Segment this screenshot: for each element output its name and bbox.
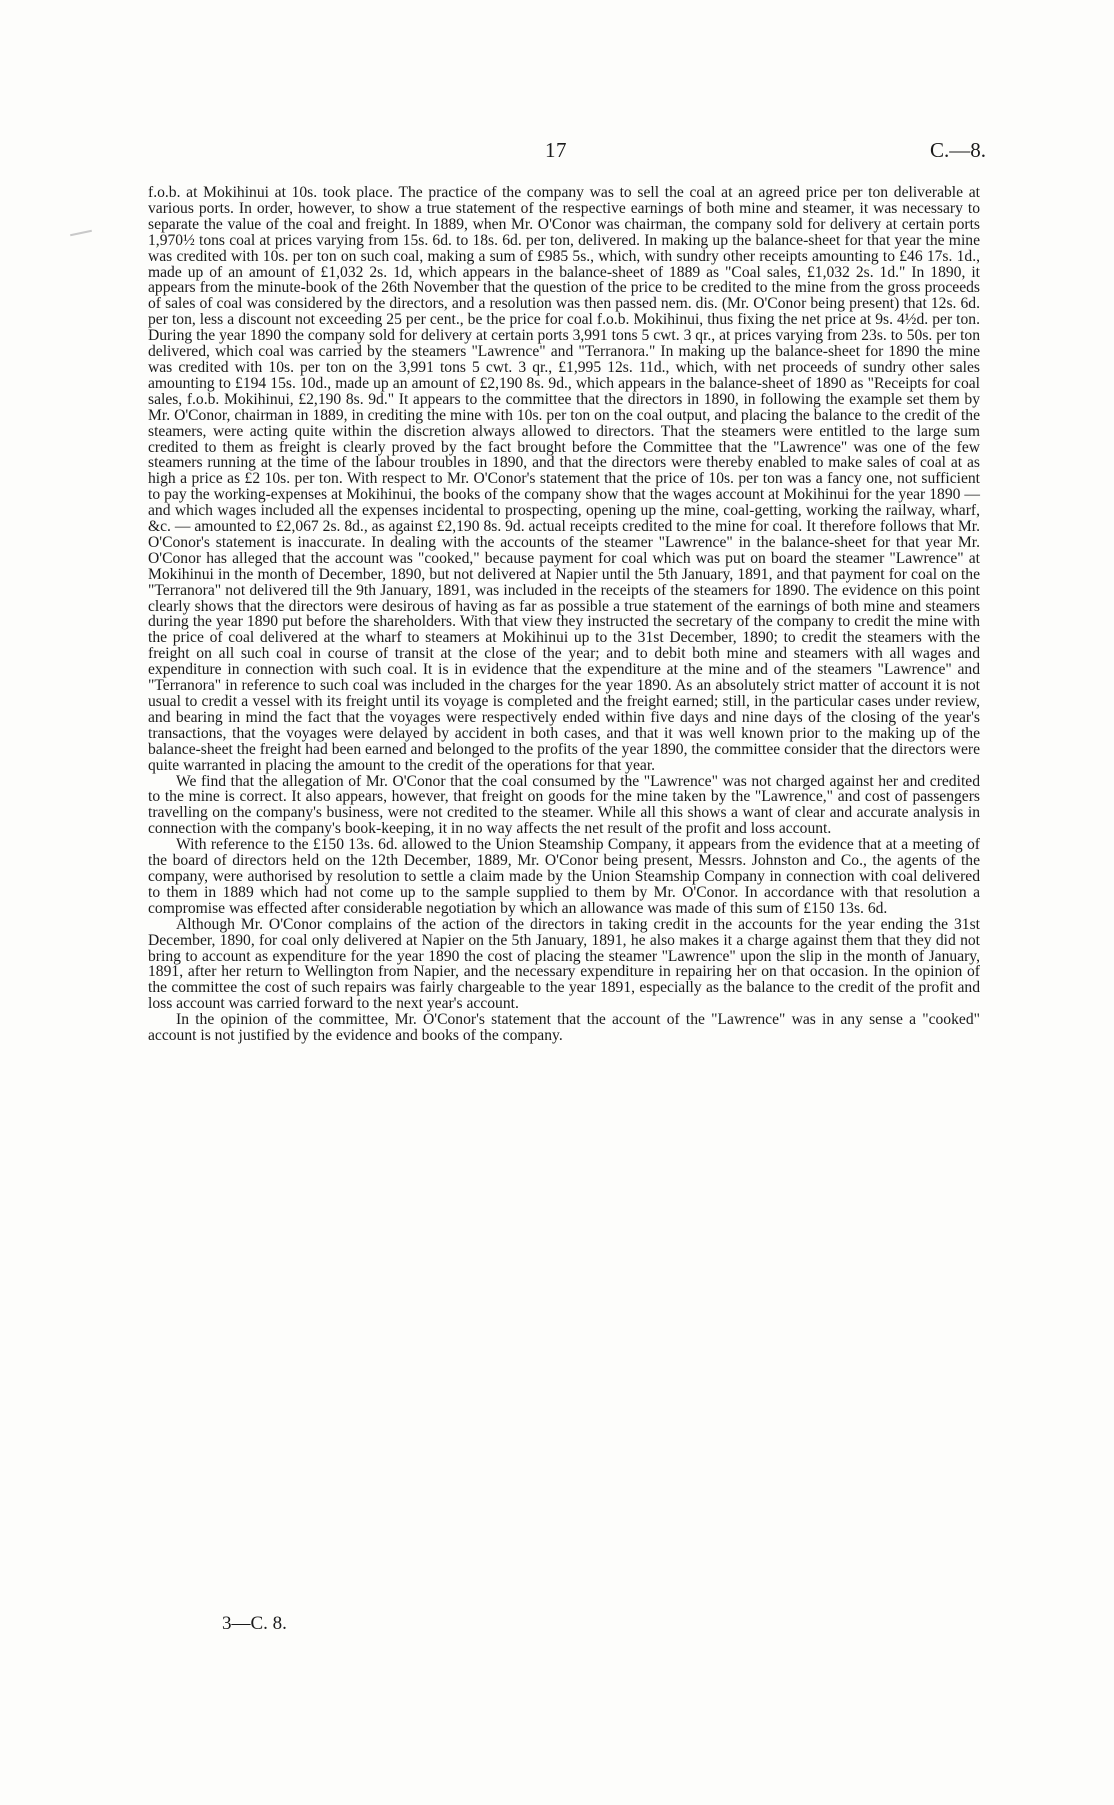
body-text bbox=[148, 185, 980, 1044]
sheet-signature: 3—C. 8. bbox=[222, 1613, 287, 1634]
page-header bbox=[0, 138, 1114, 168]
paragraph-2: We find that the allegation of Mr. O'Conor that the coal consumed by the "Lawrence" was not charged against her and credited to the mine is correct. It also appears, however, that freight on goods for the mine taken by the "Lawrence," and cost of passengers travelling on the company's business, were not credited to the steamer. While all this shows a want of clear and accurate analysis in connection with the company's book-keeping, it in no way affects the net result of the profit and loss account. bbox=[148, 772, 980, 838]
document-reference: C.—8. bbox=[930, 138, 987, 162]
paragraph-5: In the opinion of the committee, Mr. O'Conor's statement that the account of the "Lawrence" was in any sense a "cooked" account is not justified by the evidence and books of the company. bbox=[148, 1011, 980, 1045]
paragraph-4: Although Mr. O'Conor complains of the action of the directors in taking credit in the accounts for the year ending the 31st December, 1890, for coal only delivered at Napier on the 5th January, 1891, he also makes it a charge against them that they did not bring to account as expenditure for the year 1890 the cost of placing the steamer "Lawrence" upon the slip in the month of January, 1891, after her return to Wellington from Napier, and the necessary expenditure in repairing her on that occasion. In the opinion of the committee the cost of such repairs was fairly chargeable to the year 1891, especially as the balance to the credit of the profit and loss account was carried forward to the next year's account. bbox=[148, 915, 980, 1013]
paragraph-1: f.o.b. at Mokihinui at 10s. took place. The practice of the company was to sell the coal at an agreed price per ton deliverable at various ports. In order, however, to show a true statement of the respective earnings of both mine and steamer, it was necessary to separate the value of the coal and freight. In 1889, when Mr. O'Conor was chairman, the company sold for delivery at certain ports 1,970½ tons coal at prices varying from 15s. 6d. to 18s. 6d. per ton, delivered. In making up the balance-sheet for that year the mine was credited with 10s. per ton on such coal, making a sum of £985 5s., which, with sundry other receipts amounting to £46 17s. 1d., made up of an amount of £1,032 2s. 1d, which appears in the balance-sheet of 1889 as "Coal sales, £1,032 2s. 1d." In 1890, it appears from the minute-book of the 26th November that the question of the price to be credited to the mine from the gross proceeds of sales of coal was considered by the directors, and a resolution was then passed nem. dis. (Mr. O'Conor being present) that 12s. 6d. per ton, less a discount not exceeding 25 per cent., be the price for coal f.o.b. Mokihinui, thus fixing the net price at 9s. 4½d. per ton. During the year 1890 the company sold for delivery at certain ports 3,991 tons 5 cwt. 3 qr., at prices varying from 23s. to 50s. per ton delivered, which coal was carried by the steamers "Lawrence" and "Terranora." In making up the balance-sheet for 1890 the mine was credited with 10s. per ton on the 3,991 tons 5 cwt. 3 qr., £1,995 12s. 11d., which, with net proceeds of sundry other sales amounting to £194 15s. 10d., made up an amount of £2,190 8s. 9d., which appears in the balance-sheet of 1890 as "Receipts for coal sales, f.o.b. Mokihinui, £2,190 8s. 9d." It appears to the committee that the directors in 1890, in following the example set them by Mr. O'Conor, chairman in 1889, in crediting the mine with 10s. per ton on the coal output, and placing the balance to the credit of the steamers, were acting quite within the discretion always allowed to directors. That the steamers were entitled to the large sum credited to them as freight is clearly proved by the fact brought before the Committee that the "Lawrence" was one of the few steamers running at the time of the labour troubles in 1890, and that the directors were thereby enabled to make sales of coal at as high a price as £2 10s. per ton. With respect to Mr. O'Conor's statement that the price of 10s. per ton was a fancy one, not sufficient to pay the working-expenses at Mokihinui, the books of the company show that the wages account at Mokihinui for the year 1890 — and which wages included all the expenses incidental to prospecting, opening up the mine, coal-getting, working the railway, wharf, &c. — amounted to £2,067 2s. 8d., as against £2,190 8s. 9d. actual receipts credited to the mine for coal. It therefore follows that Mr. O'Conor's statement is inaccurate. In dealing with the accounts of the steamer "Lawrence" in the balance-sheet for that year Mr. O'Conor has alleged that the account was "cooked," because payment for coal which was put on board the steamer "Lawrence" at Mokihinui in the month of December, 1890, but not delivered at Napier until the 5th January, 1891, and that payment for coal on the "Terranora" not delivered till the 9th January, 1891, was included in the receipts of the steamers for 1890. The evidence on this point clearly shows that the directors were desirous of having as far as possible a true statement of the earnings of both mine and steamers during the year 1890 put before the shareholders. With that view they instructed the secretary of the company to credit the mine with the price of coal delivered at the wharf to steamers at Mokihinui up to the 31st December, 1890; to credit the steamers with the freight on all such coal in course of transit at the close of the year; and to debit both mine and steamers with all wages and expenditure in connection with such coal. It is in evidence that the expenditure at the mine and of the steamers "Lawrence" and "Terranora" in reference to such coal was included in the charges for the year 1890. As an absolutely strict matter of account it is not usual to credit a vessel with its freight until its voyage is completed and the freight earned; still, in the particular cases under review, and bearing in mind the fact that the voyages were respectively ended within five days and nine days of the closing of the year's transactions, that the voyages were delayed by accident in both cases, and that it was well known prior to the making up of the balance-sheet the freight had been earned and belonged to the profits of the year 1890, the committee consider that the directors were quite warranted in placing the amount to the credit of the operations for that year. bbox=[148, 184, 980, 774]
margin-pencil-mark bbox=[70, 230, 92, 237]
page-number: 17 bbox=[545, 138, 567, 162]
paragraph-3: With reference to the £150 13s. 6d. allowed to the Union Steamship Company, it appears from the evidence that at a meeting of the board of directors held on the 12th December, 1889, Mr. O'Conor being present, Messrs. Johnston and Co., the agents of the company, were authorised by resolution to settle a claim made by the Union Steamship Company in connection with coal delivered to them in 1889 which had not come up to the sample supplied to them by Mr. O'Conor. In accordance with that resolution a compromise was effected after considerable negotiation by which an allowance was made of this sum of £150 13s. 6d. bbox=[148, 836, 980, 917]
